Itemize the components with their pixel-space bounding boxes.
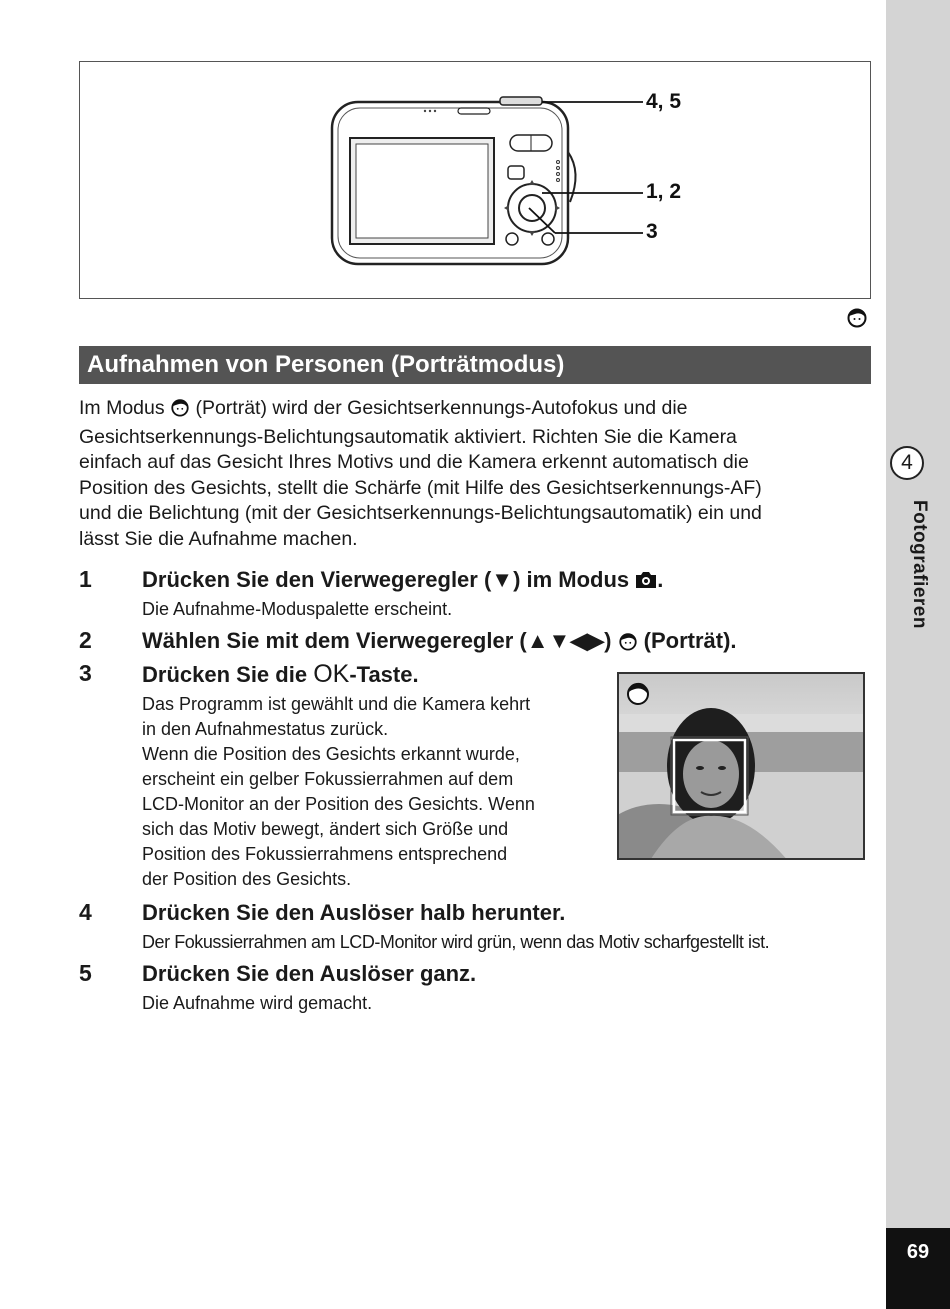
step-description-line: in den Aufnahmestatus zurück. xyxy=(142,719,389,739)
intro-text: einfach auf das Gesicht Ihres Motivs und die Kamera erkennt automatisch die xyxy=(79,451,749,473)
step-description-line: Das Programm ist gewählt und die Kamera kehrt xyxy=(142,694,531,714)
step-description-line: Der Fokussierrahmen am LCD-Monitor wird grün, wenn das Motiv scharfgestellt ist. xyxy=(142,932,770,952)
step-description-line: Position des Fokussierrahmens entsprechend xyxy=(142,844,508,864)
portrait-mode-icon xyxy=(618,631,638,657)
step-description-line: Die Aufnahme wird gemacht. xyxy=(142,993,373,1013)
step-title-text: (Porträt). xyxy=(637,628,737,653)
callout-label: 4, 5 xyxy=(646,90,682,113)
chapter-title: Fotografieren xyxy=(909,500,930,629)
step-description xyxy=(142,930,769,955)
camera-icon xyxy=(635,570,657,596)
step-title xyxy=(142,660,419,689)
step-description-line: Wenn die Position des Gesichts erkannt wurde, xyxy=(142,744,520,764)
step-title: Drücken Sie den Auslöser ganz. xyxy=(142,961,477,986)
camera-figure xyxy=(79,61,871,299)
portrait-mode-icon xyxy=(170,397,190,425)
step-title xyxy=(142,567,663,596)
lcd-preview-photo xyxy=(617,672,865,860)
callout-label: 1, 2 xyxy=(646,180,682,203)
step-title-text: -Taste. xyxy=(349,662,419,687)
step-title-text: Wählen Sie mit dem Vierwegeregler (▲▼◀▶) xyxy=(142,628,618,653)
chapter-number: 4 xyxy=(890,446,924,480)
ok-button-label: OK xyxy=(313,660,350,688)
step-title-text: Drücken Sie die xyxy=(142,662,314,687)
step-description-line: Die Aufnahme-Moduspalette erscheint. xyxy=(142,599,453,619)
step-title-text: Drücken Sie den Vierwegeregler (▼) im Modus xyxy=(142,567,636,592)
step-description-line: erscheint ein gelber Fokussierrahmen auf dem xyxy=(142,769,514,789)
intro-text: Im Modus xyxy=(79,397,171,419)
step-title xyxy=(142,628,737,657)
intro-text: Position des Gesichts, stellt die Schärfe (mit Hilfe des Gesichtserkennungs-AF) xyxy=(79,476,762,499)
intro-text: lässt Sie die Aufnahme machen. xyxy=(79,527,358,550)
step-title: Drücken Sie den Auslöser halb herunter. xyxy=(142,900,566,925)
step-description-line: der Position des Gesichts. xyxy=(142,869,352,889)
camera-back-illustration xyxy=(80,62,872,300)
step-description xyxy=(142,597,452,622)
intro-text: und die Belichtung (mit der Gesichtserkennungs-Belichtungsautomatik) ein und xyxy=(79,502,762,524)
chapter-tab-strip xyxy=(886,0,950,1309)
intro-text: (Porträt) wird der Gesichtserkennungs-Autofokus und die xyxy=(190,397,688,419)
section-title: Aufnahmen von Personen (Porträtmodus) xyxy=(79,346,871,384)
intro-paragraph xyxy=(79,396,869,552)
step-description xyxy=(142,692,535,892)
step-number: 1 xyxy=(79,566,92,592)
step-description-line: sich das Motiv bewegt, ändert sich Größe und xyxy=(142,819,509,839)
portrait-mode-icon xyxy=(846,306,868,333)
step-number: 2 xyxy=(79,627,92,653)
step-description-line: LCD-Monitor an der Position des Gesichts. Wenn xyxy=(142,794,535,814)
step-number: 4 xyxy=(79,899,92,925)
step-number: 3 xyxy=(79,660,92,686)
intro-text: Gesichtserkennungs-Belichtungsautomatik aktiviert. Richten Sie die Kamera xyxy=(79,425,737,448)
step-title-text: . xyxy=(657,567,664,592)
callout-label: 3 xyxy=(646,220,658,243)
page-number: 69 xyxy=(886,1228,950,1309)
step-description xyxy=(142,991,372,1016)
step-number: 5 xyxy=(79,960,92,986)
